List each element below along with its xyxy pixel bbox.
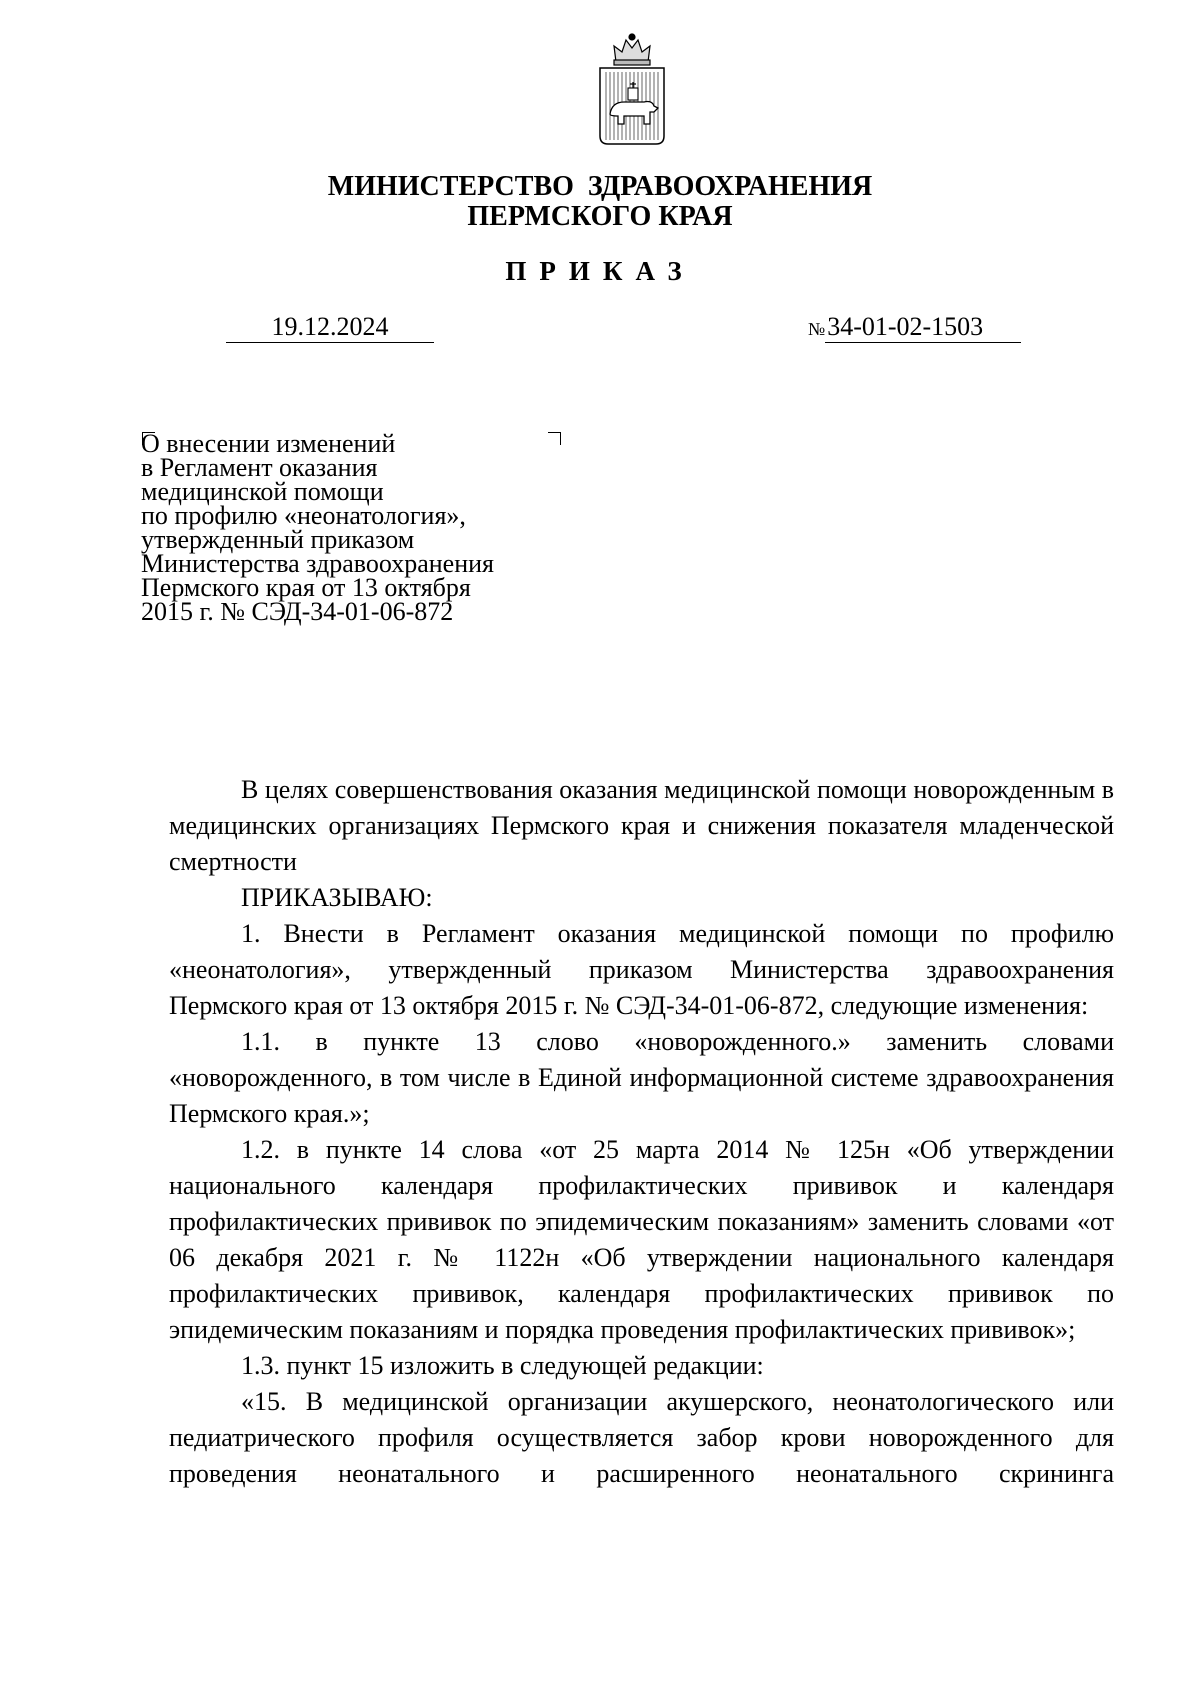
order-body xyxy=(169,772,1114,1492)
subject-line: 2015 г. № СЭД-34-01-06-872 xyxy=(141,597,454,626)
subject-line: по профилю «неонатология», xyxy=(141,501,466,530)
order-directive: ПРИКАЗЫВАЮ: xyxy=(241,883,433,912)
subject-line: утвержденный приказом xyxy=(141,525,415,554)
ministry-name xyxy=(0,172,1200,232)
order-number xyxy=(808,312,1021,344)
ministry-line-1: МИНИСТЕРСТВО ЗДРАВООХРАНЕНИЯ xyxy=(327,171,873,202)
perm-krai-coat-of-arms-icon xyxy=(594,32,670,148)
order-date: 19.12.2024 xyxy=(226,312,434,343)
item-1-1-paragraph: 1.1. в пункте 13 слово «новорожденного.» заменить словами «новорожденного, в том числе в Единой информационной системе здравоохранения Пермского края.»; xyxy=(169,1027,1114,1128)
subject-line: О внесении изменений xyxy=(141,429,396,458)
order-number-value: 34-01-02-1503 xyxy=(825,312,1021,343)
order-title: ПРИКАЗ xyxy=(505,256,695,286)
item-1-2-paragraph: 1.2. в пункте 14 слова «от 25 марта 2014 № 125н «Об утверждении национального календаря профилактических прививок и календаря профилактических прививок по эпидемическим показаниям» заменить словами «от 06 декабря 2021 г. № 1122н «Об утверждении национального календаря профилактических прививок, календаря профилактических прививок по эпидемическим показаниям и порядка проведения профилактических прививок»; xyxy=(169,1135,1114,1344)
ministry-line-2: ПЕРМСКОГО КРАЯ xyxy=(467,201,733,232)
item-1-paragraph: 1. Внести в Регламент оказания медицинской помощи по профилю «неонатология», утвержденный приказом Министерства здравоохранения Пермского края от 13 октября 2015 г. № СЭД-34-01-06-872, следующие изменения: xyxy=(169,919,1114,1020)
item-15-paragraph: «15. В медицинской организации акушерского, неонатологического или педиатрического профиля осуществляется забор крови новорожденного для проведения неонатального и расширенного неонатального скрининга xyxy=(169,1387,1114,1488)
subject-line: Министерства здравоохранения xyxy=(141,549,494,578)
subject-line: в Регламент оказания xyxy=(141,453,378,482)
number-sign: № xyxy=(808,319,826,339)
subject-line: Пермского края от 13 октября xyxy=(141,573,471,602)
subject-line: медицинской помощи xyxy=(141,477,384,506)
intro-paragraph: В целях совершенствования оказания медицинской помощи новорожденным в медицинских организациях Пермского края и снижения показателя младенческой смертности xyxy=(169,775,1114,876)
order-subject xyxy=(141,429,561,626)
item-1-3-paragraph: 1.3. пункт 15 изложить в следующей редакции: xyxy=(241,1351,764,1380)
